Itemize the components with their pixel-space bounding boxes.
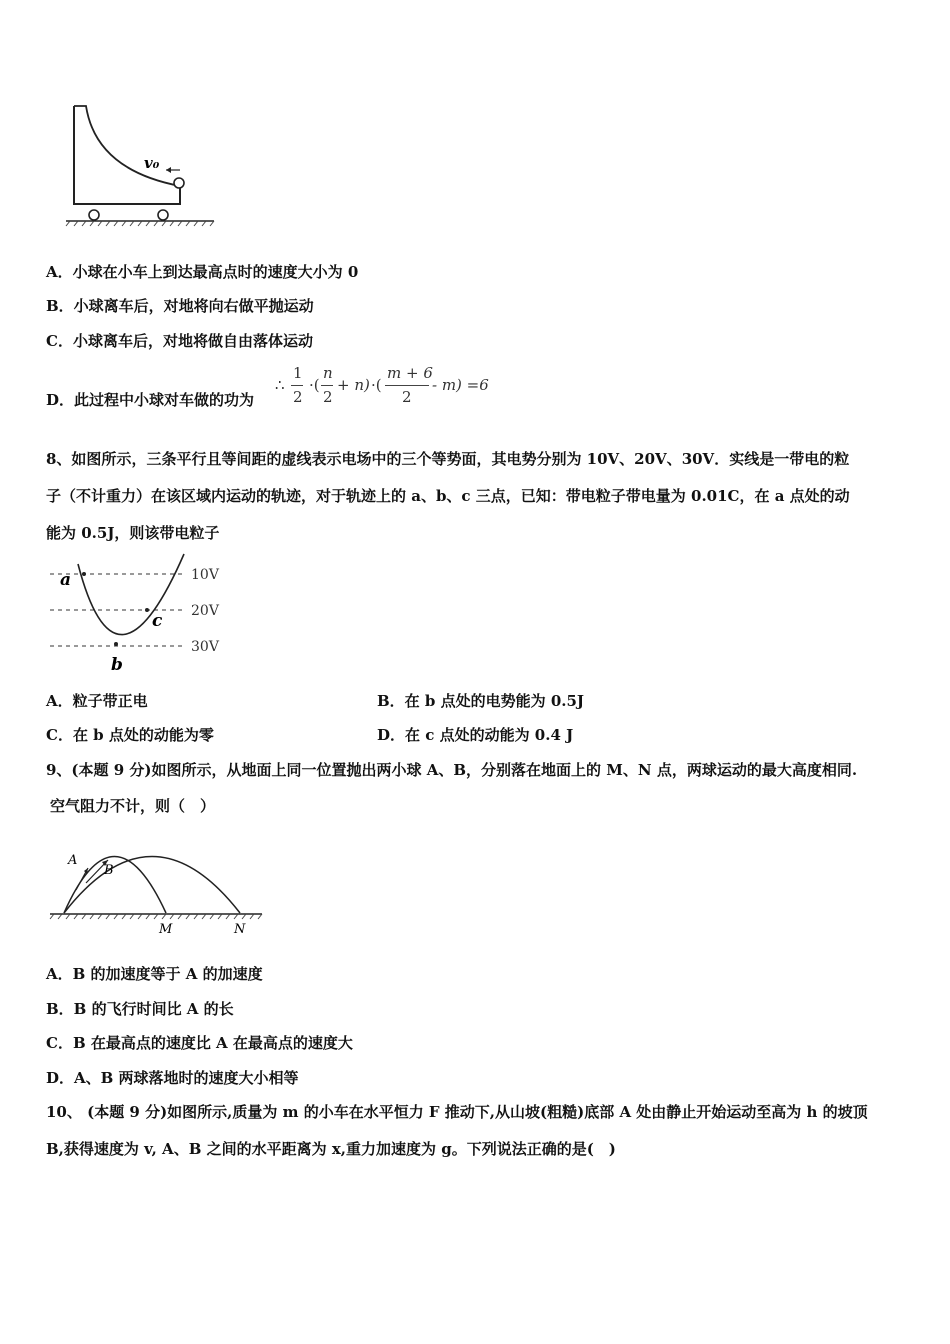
- q7-option-c: C．小球离车后，对地将做自由落体运动: [46, 332, 313, 350]
- point-c-label: c: [152, 611, 163, 631]
- point-m-label: M: [159, 922, 173, 937]
- ball-a-label: A: [68, 853, 78, 868]
- q9-option-a: A．B 的加速度等于 A 的加速度: [46, 965, 263, 983]
- q8-option-b: B．在 b 点处的电势能为 0.5J: [377, 692, 585, 710]
- q8-option-a: A．粒子带正电: [46, 692, 148, 710]
- equipotential-figure: [46, 550, 246, 675]
- projectile-figure: [46, 830, 271, 940]
- point-b-label: b: [111, 655, 123, 675]
- trajectory-b: [64, 857, 240, 914]
- wheel-icon: [158, 210, 168, 220]
- label-20v: 20V: [191, 603, 219, 619]
- q9-option-b: B．B 的飞行时间比 A 的长: [46, 1000, 234, 1018]
- q7-option-d: D．此过程中小球对车做的功为: [46, 391, 255, 409]
- cart-figure: [62, 100, 222, 230]
- q8-stem-line-1: 8、如图所示，三条平行且等间距的虚线表示电场中的三个等势面，其电势分别为 10V、20V、30V．实线是一带电的粒: [46, 450, 850, 468]
- q8-stem-line-2: 子（不计重力）在该区域内运动的轨迹，对于轨迹上的 a、b、c 三点，已知：带电粒子带电量为 0.01C，在 a 点处的动: [46, 487, 850, 505]
- q7-formula: ∴ 1 2 ·( n 2 + n) ·( m + 6 2 - m) =6: [275, 364, 489, 406]
- particle-trajectory: [78, 554, 184, 635]
- label-30v: 30V: [191, 639, 219, 655]
- label-10v: 10V: [191, 567, 219, 583]
- therefore-symbol: ∴: [275, 376, 285, 394]
- q10-stem-line-1: 10、 (本题 9 分)如图所示,质量为 m 的小车在水平恒力 F 推动下,从山坡(粗糙)底部 A 处由静止开始运动至高为 h 的坡顶: [46, 1103, 868, 1121]
- q9-stem-line-1: 9、(本题 9 分)如图所示，从地面上同一位置抛出两小球 A、B，分别落在地面上的 M、N 点，两球运动的最大高度相同.: [46, 761, 858, 779]
- q8-option-c: C．在 b 点处的动能为零: [46, 726, 214, 744]
- ball-icon: [174, 178, 184, 188]
- q7-option-b: B．小球离车后，对地将向右做平抛运动: [46, 297, 314, 315]
- q8-stem-line-3: 能为 0.5J，则该带电粒子: [46, 524, 220, 542]
- point-a-label: a: [60, 570, 72, 590]
- q9-stem-line-2: 空气阻力不计，则（ ）: [50, 797, 216, 815]
- q7-option-a: A．小球在小车上到达最高点时的速度大小为 0: [46, 263, 359, 281]
- q9-option-d: D．A、B 两球落地时的速度大小相等: [46, 1069, 299, 1087]
- q10-stem-line-2: B,获得速度为 v, A、B 之间的水平距离为 x,重力加速度为 g。下列说法正确的是( ): [46, 1140, 616, 1158]
- q8-option-d: D．在 c 点处的动能为 0.4 J: [377, 726, 574, 744]
- wheel-icon: [89, 210, 99, 220]
- point-n-label: N: [234, 922, 246, 937]
- ball-b-label: B: [104, 863, 114, 878]
- q9-option-c: C．B 在最高点的速度比 A 在最高点的速度大: [46, 1034, 353, 1052]
- v0-label: v₀: [144, 154, 160, 172]
